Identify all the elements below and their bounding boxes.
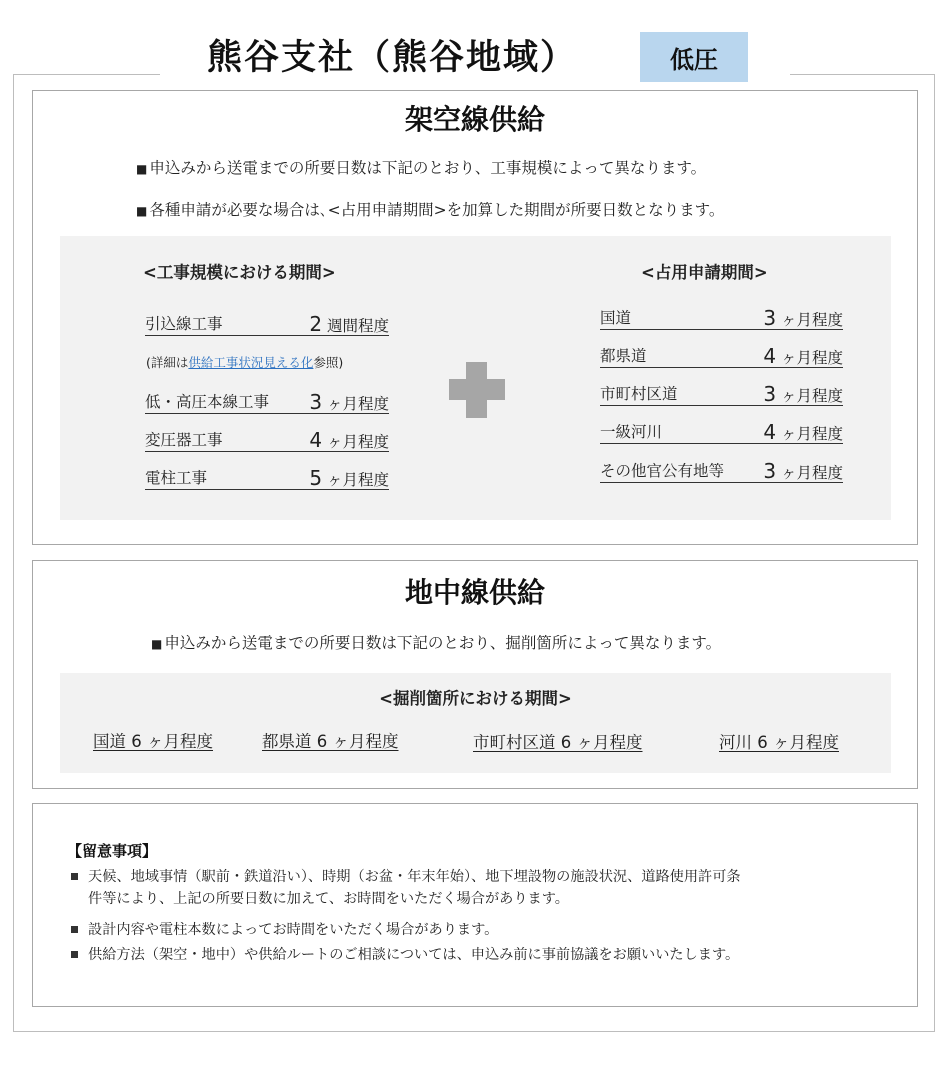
- excavation-period-heading: <掘削箇所における期間>: [379, 689, 572, 708]
- construction-row: 引込線工事 2 週間程度: [145, 312, 389, 336]
- excavation-item: 河川 6 ヶ月程度: [719, 733, 839, 752]
- excavation-item: 市町村区道 6 ヶ月程度: [473, 733, 643, 752]
- page-title: 熊谷支社（熊谷地域）: [207, 38, 578, 78]
- excavation-item: 都県道 6 ヶ月程度: [262, 732, 399, 751]
- underground-title: 地中線供給: [404, 576, 545, 609]
- occupancy-row: 都県道 4 ヶ月程度: [600, 344, 843, 368]
- overhead-note-1: ■ 申込みから送電までの所要日数は下記のとおり、工事規模によって異なります。: [136, 159, 707, 177]
- overhead-title: 架空線供給: [404, 103, 545, 136]
- remarks-section: [32, 803, 918, 1007]
- overhead-supply-section: [32, 90, 918, 545]
- construction-period-heading: <工事規模における期間>: [143, 263, 336, 282]
- underground-note: ■ 申込みから送電までの所要日数は下記のとおり、掘削箇所によって異なります。: [151, 634, 722, 652]
- occupancy-row: 市町村区道 3 ヶ月程度: [600, 382, 843, 406]
- construction-detail-note: (詳細は供給工事状況見える化参照): [146, 355, 344, 370]
- square-bullet-icon: ■: [136, 204, 148, 218]
- square-bullet-icon: ■: [151, 637, 163, 651]
- construction-row: 変圧器工事 4 ヶ月程度: [145, 428, 389, 452]
- excavation-item: 国道 6 ヶ月程度: [93, 732, 213, 751]
- remarks-title: 【留意事項】: [67, 842, 158, 860]
- construction-row: 低・高圧本線工事 3 ヶ月程度: [145, 390, 389, 414]
- remark-item: 天候、地域事情（駅前・鉄道沿い）、時期（お盆・年末年始）、地下埋設物の施設状況、道路使用許可条 件等により、上記の所要日数に加えて、お時間をいただく場合があります。: [67, 866, 897, 910]
- remark-item: 供給方法（架空・地中）や供給ルートのご相談については、申込み前に事前協議をお願いいたします。: [67, 944, 897, 966]
- occupancy-period-heading: <占用申請期間>: [641, 263, 768, 282]
- page-header: [160, 26, 790, 96]
- occupancy-row: 一級河川 4 ヶ月程度: [600, 420, 843, 444]
- construction-visibility-link[interactable]: 供給工事状況見える化: [188, 355, 314, 370]
- plus-icon: [449, 362, 505, 418]
- overhead-period-panel: [60, 236, 891, 520]
- overhead-note-2: ■ 各種申請が必要な場合は､<占用申請期間>を加算した期間が所要日数となります。: [136, 201, 725, 219]
- excavation-period-panel: [60, 673, 891, 773]
- square-bullet-icon: [71, 951, 78, 958]
- remark-item: 設計内容や電柱本数によってお時間をいただく場合があります。: [67, 919, 897, 941]
- occupancy-row: その他官公有地等 3 ヶ月程度: [600, 459, 843, 483]
- construction-row: 電柱工事 5 ヶ月程度: [145, 466, 389, 490]
- square-bullet-icon: ■: [136, 162, 148, 176]
- voltage-badge: 低圧: [640, 32, 748, 82]
- square-bullet-icon: [71, 873, 78, 880]
- square-bullet-icon: [71, 926, 78, 933]
- occupancy-row: 国道 3 ヶ月程度: [600, 306, 843, 330]
- underground-supply-section: [32, 560, 918, 789]
